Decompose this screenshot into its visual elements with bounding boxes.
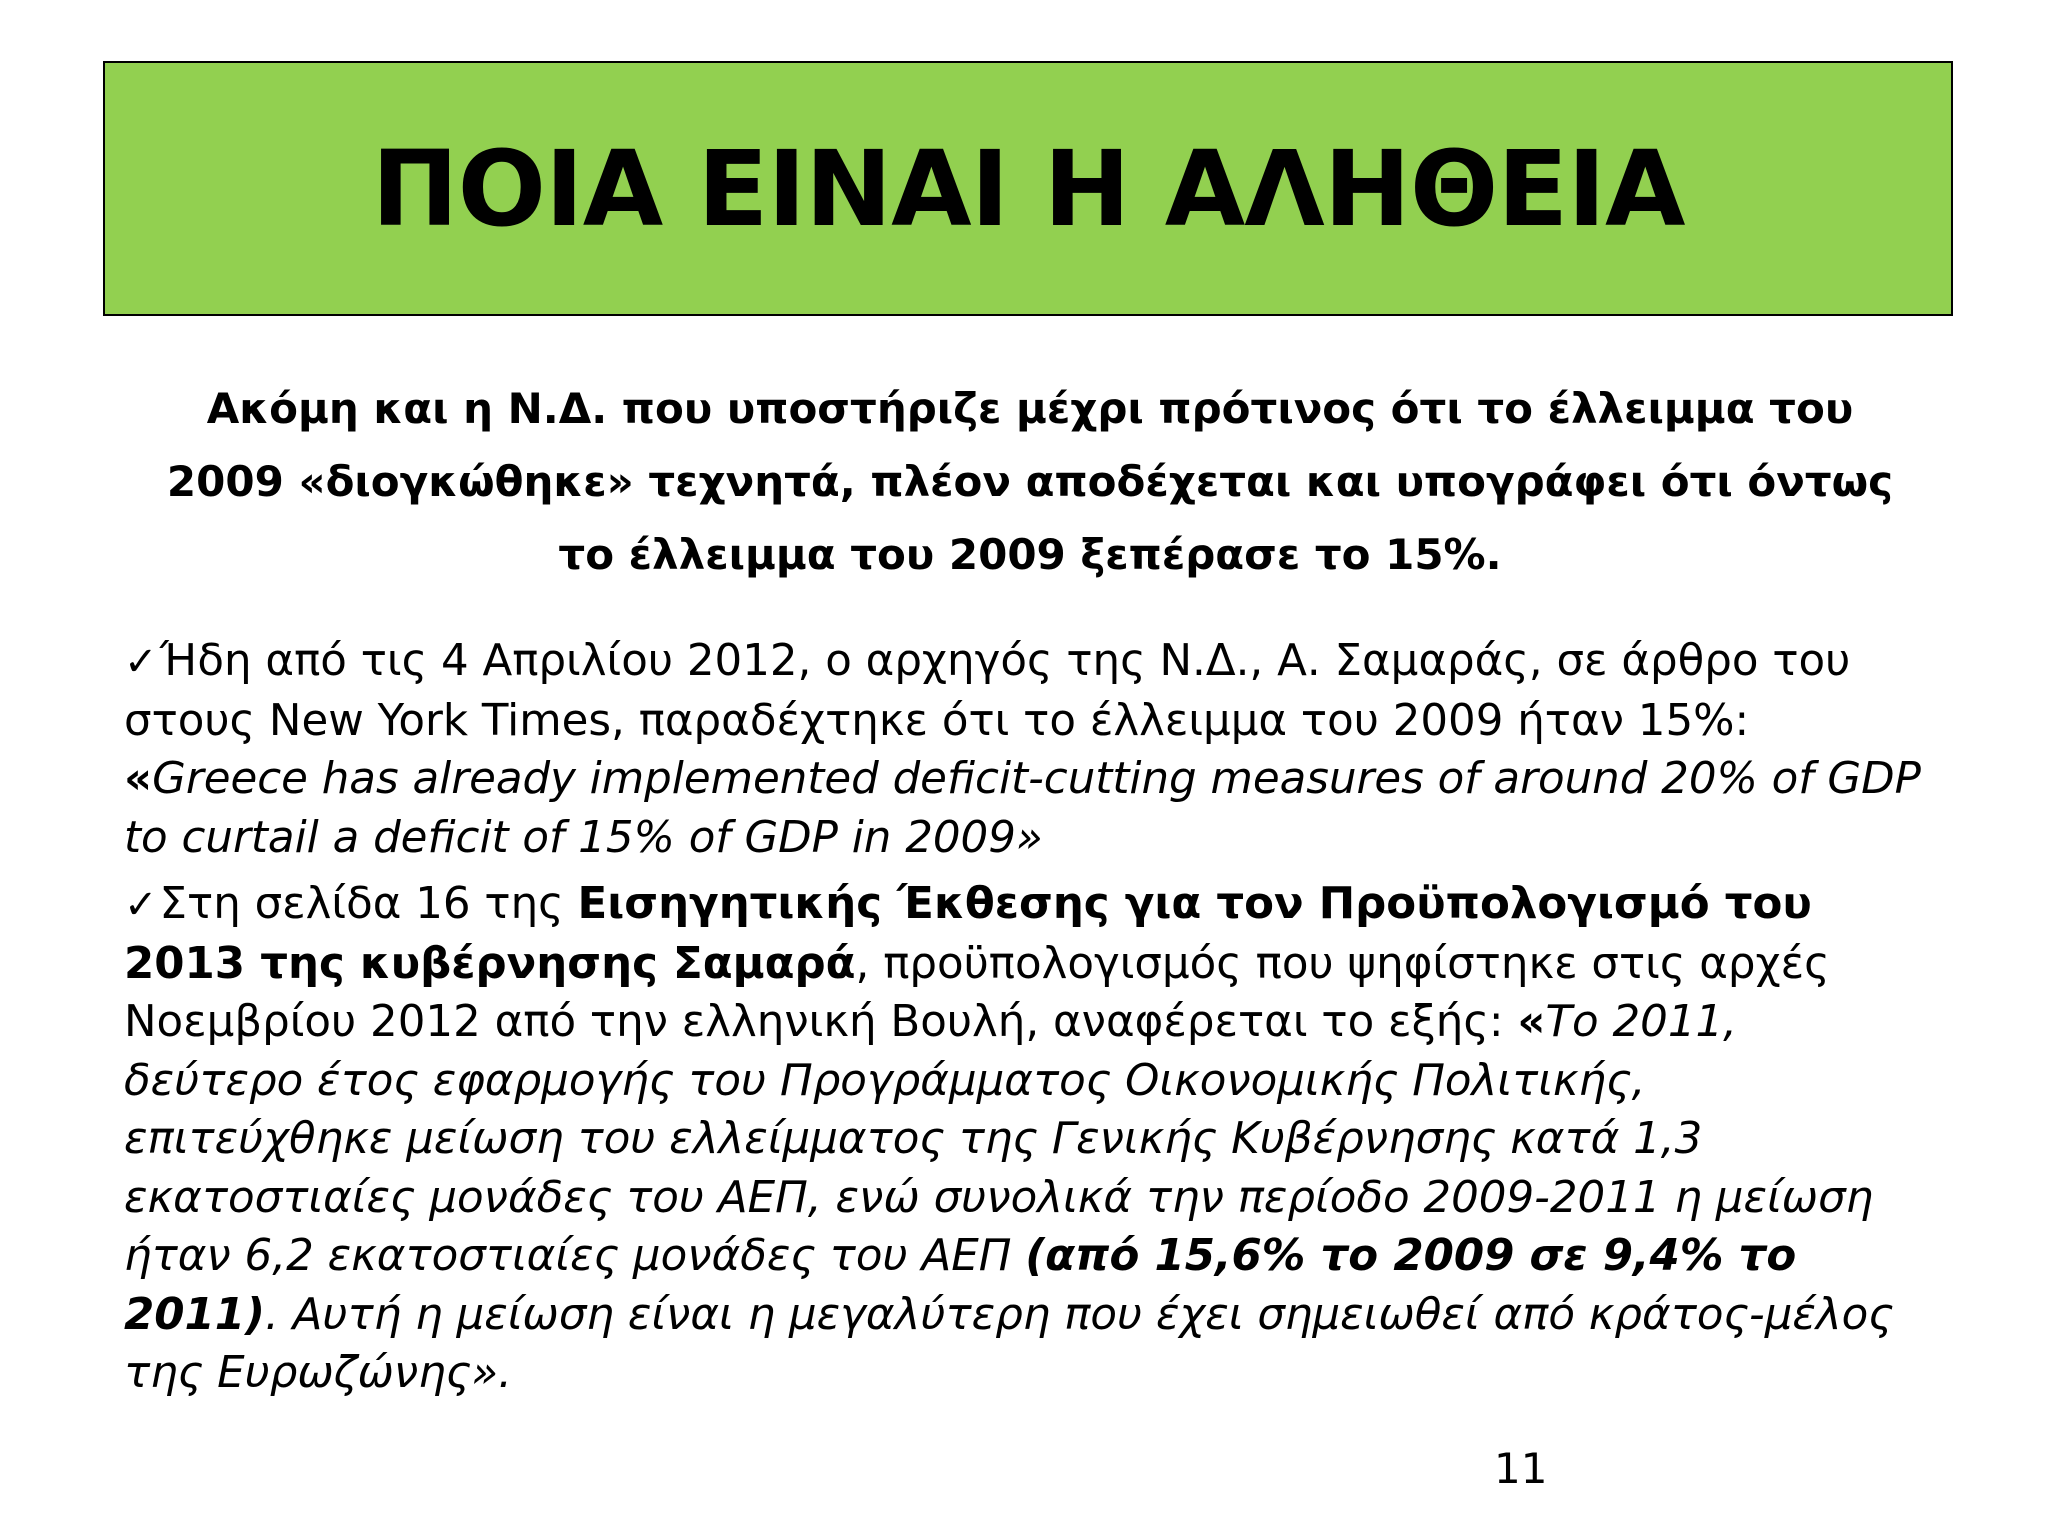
page-number: 11 [1494,1444,1548,1493]
title-banner [103,61,1953,316]
bullet-2-quote-part2: . Αυτή η μείωση είναι η μεγαλύτερη που έχει σημειωθεί από κράτος-μέλος της Ευρωζώνης». [124,1289,1894,1398]
slide-title: ΠΟΙΑ ΕΙΝΑΙ Η ΑΛΗΘΕΙΑ [371,127,1685,250]
checkmark-icon: ✓ [124,639,158,685]
bullet-item-2 [124,875,1924,1403]
bullet-1-text: Ήδη από τις 4 Απριλίου 2012, ο αρχηγός της Ν.Δ., Α. Σαμαράς, σε άρθρο του στους New York Times, παραδέχτηκε ότι το έλλειμμα του 2009 ήταν 15%: [124,636,1851,746]
bullet-1-quote: Greece has already implemented deficit-cutting measures of around 20% of GDP to curtail a deficit of 15% of GDP in 2009» [124,754,1921,863]
bullet-1-quote-open: « [124,754,153,804]
bullet-2-quote-bold: (από 15,6% το 2009 σε 9,4% το 2011) [124,1231,1797,1340]
intro-paragraph: Ακόμη και η Ν.Δ. που υποστήριζε μέχρι πρότινος ότι το έλλειμμα του 2009 «διογκώθηκε» τεχνητά, πλέον αποδέχεται και υπογράφει ότι όντως το έλλειμμα του 2009 ξεπέρασε το 15%. [166,384,1894,579]
bullet-2-text-start: Στη σελίδα 16 της [159,879,578,929]
bullet-list [124,632,1924,1411]
bullet-2-quote-part1: Το 2011, δεύτερο έτος εφαρμογής του Προγράμματος Οικονομικής Πολιτικής, επιτεύχθηκε μείωση του ελλείμματος της Γενικής Κυβέρνησης κατά 1,3 εκατοστιαίες μονάδες του ΑΕΠ, ενώ συνολικά την περίοδο 2009-2011 η μείωση ήταν 6,2 εκατοστιαίες μονάδες του ΑΕΠ [124,997,1874,1281]
bullet-item-1 [124,632,1924,867]
checkmark-icon: ✓ [124,882,158,928]
bullet-2-quote-open: « [1517,997,1546,1047]
bullet-2-text-mid: , προϋπολογισμός που ψηφίστηκε στις αρχές Νοεμβρίου 2012 από την ελληνική Βουλή, αναφέρεται το εξής: [124,938,1830,1047]
bullet-2-bold-title: Εισηγητικής Έκθεσης για τον Προϋπολογισμό του 2013 της κυβέρνησης Σαμαρά [124,879,1812,989]
